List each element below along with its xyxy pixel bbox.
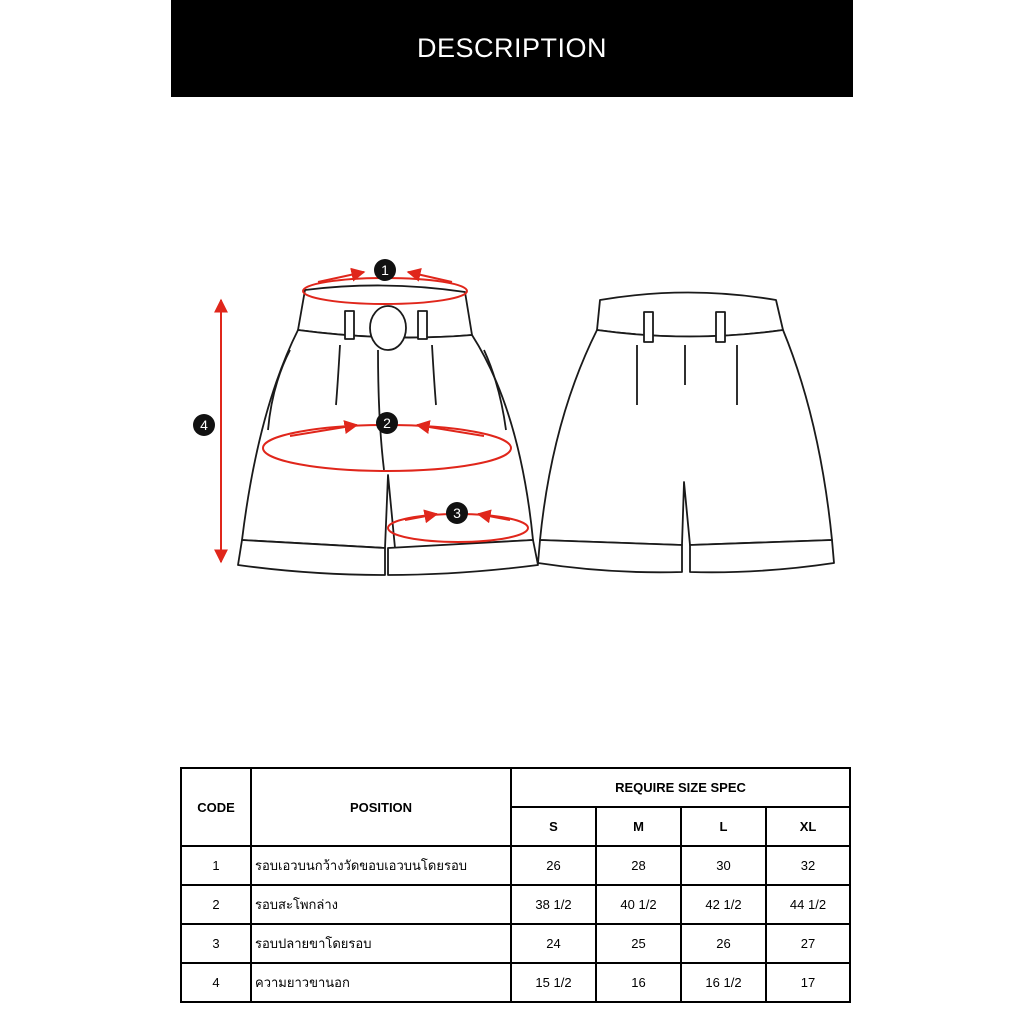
row-position: รอบสะโพกล่าง <box>251 885 511 924</box>
row-position: รอบปลายขาโดยรอบ <box>251 924 511 963</box>
row-code: 2 <box>181 885 251 924</box>
size-header-s: S <box>511 807 596 846</box>
size-spec-table <box>180 767 851 1003</box>
row-value: 26 <box>511 846 596 885</box>
row-value: 44 1/2 <box>766 885 850 924</box>
row-value: 26 <box>681 924 766 963</box>
page-title: DESCRIPTION <box>416 33 608 63</box>
row-value: 24 <box>511 924 596 963</box>
table-row <box>181 924 850 963</box>
row-value: 42 1/2 <box>681 885 766 924</box>
marker-4-label: 4 <box>200 417 208 433</box>
row-value: 28 <box>596 846 681 885</box>
size-spec-header: REQUIRE SIZE SPEC <box>511 768 850 807</box>
row-code: 1 <box>181 846 251 885</box>
row-value: 32 <box>766 846 850 885</box>
marker-2-label: 2 <box>383 415 391 431</box>
table-row <box>181 846 850 885</box>
row-position: ความยาวขานอก <box>251 963 511 1002</box>
row-value: 16 <box>596 963 681 1002</box>
row-value: 15 1/2 <box>511 963 596 1002</box>
size-header-l: L <box>681 807 766 846</box>
marker-3-label: 3 <box>453 505 461 521</box>
back-view-shorts <box>538 293 834 573</box>
row-position: รอบเอวบนกว้างวัดขอบเอวบนโดยรอบ <box>251 846 511 885</box>
table-row <box>181 885 850 924</box>
size-header-xl: XL <box>766 807 850 846</box>
row-value: 30 <box>681 846 766 885</box>
code-header: CODE <box>181 768 251 846</box>
row-value: 16 1/2 <box>681 963 766 1002</box>
row-code: 3 <box>181 924 251 963</box>
row-code: 4 <box>181 963 251 1002</box>
row-value: 27 <box>766 924 850 963</box>
table-row <box>181 963 850 1002</box>
position-header: POSITION <box>251 768 511 846</box>
row-value: 17 <box>766 963 850 1002</box>
marker-1-label: 1 <box>381 262 389 278</box>
row-value: 38 1/2 <box>511 885 596 924</box>
row-value: 40 1/2 <box>596 885 681 924</box>
row-value: 25 <box>596 924 681 963</box>
measure-outseam <box>193 300 221 562</box>
size-header-m: M <box>596 807 681 846</box>
